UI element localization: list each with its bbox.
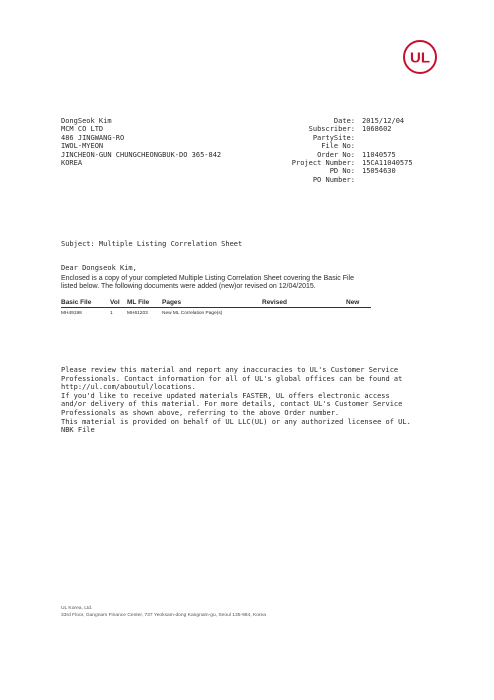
meta-value: 15CA11040575 <box>362 159 413 168</box>
meta-label: PO Number: <box>312 175 355 184</box>
meta-value: 11040575 <box>362 150 396 159</box>
review-line: Please review this material and report any inaccuracies to UL's Customer Service <box>61 366 399 374</box>
meta-row-date <box>290 117 413 125</box>
address-company: MCM CO LTD <box>61 125 104 134</box>
header-rule <box>61 307 371 308</box>
meta-label: PartySite: <box>312 133 355 142</box>
footer-company: UL Korea, Ltd. <box>61 606 93 611</box>
header-revised: Revised <box>262 299 287 306</box>
intro-line: listed below. The following documents were added (new)or revised on 12/04/2015. <box>61 283 316 291</box>
meta-value: 15054630 <box>362 167 396 176</box>
ul-logo <box>401 38 439 76</box>
address-region: JINCHEON-GUN CHUNGCHEONGBUK-DO 365-842 <box>61 150 222 159</box>
meta-row-subscriber <box>290 125 413 133</box>
review-line: If you'd like to receive updated materials FASTER, UL offers electronic access <box>61 391 390 400</box>
meta-label: Subscriber: <box>308 125 355 134</box>
meta-row-pd-no <box>290 167 413 175</box>
meta-row-partysite <box>290 134 413 142</box>
review-line: This material is provided on behalf of UL LLC(UL) or any authorized licensee of UL. <box>61 417 411 426</box>
address-town: IWOL-MYEON <box>61 142 104 151</box>
intro-line: Enclosed is a copy of your completed Multiple Listing Correlation Sheet covering the Basic File <box>61 275 354 282</box>
header-pages: Pages <box>162 299 182 306</box>
svg-text:UL: UL <box>410 49 430 67</box>
recipient-address <box>61 117 221 167</box>
document-metadata <box>290 117 413 184</box>
address-name: DongSeok Kim <box>61 117 112 125</box>
meta-label: Project Number: <box>291 159 355 168</box>
header-vol: Vol <box>110 299 120 306</box>
meta-row-project-number <box>290 159 413 167</box>
intro-paragraph <box>61 275 354 292</box>
meta-label: Date: <box>333 117 355 125</box>
meta-label: Order No: <box>317 150 355 159</box>
cell-vol: 1 <box>110 311 113 316</box>
greeting: Dear Dongseok Kim, <box>61 264 137 272</box>
review-line: Professionals as shown above, referring to the above Order number. <box>61 408 340 417</box>
letterhead-footer <box>61 605 266 619</box>
footer-address: 33rd Floor, Gangnam Finance Center, 737 Yeoksam-dong Kangnam-gu, Seoul 135-984, Korea <box>61 613 266 618</box>
meta-row-po-number <box>290 176 413 184</box>
meta-row-file-no <box>290 142 413 150</box>
address-street: 486 JINGWANG-RO <box>61 133 125 142</box>
cell-basic-file: MH49198 <box>61 311 82 316</box>
meta-value: 1068602 <box>362 125 392 134</box>
meta-label: File No: <box>321 142 355 151</box>
subject-line: Subject: Multiple Listing Correlation Sheet <box>61 240 243 248</box>
review-line: Professionals. Contact information for all of UL's global offices can be found at <box>61 374 403 383</box>
header-new: New <box>346 299 360 306</box>
header-basic-file: Basic File <box>61 299 92 306</box>
meta-row-order-no <box>290 151 413 159</box>
meta-label: PD No: <box>329 167 355 176</box>
header-ml-file: ML File <box>127 299 150 306</box>
review-line: NBK File <box>61 426 95 435</box>
review-paragraph <box>61 366 471 435</box>
address-country: KOREA <box>61 159 83 168</box>
meta-value: 2015/12/04 <box>362 117 405 125</box>
review-line: http://ul.com/aboutul/locations. <box>61 383 196 392</box>
review-line: and/or delivery of this material. For more details, contact UL's Customer Service <box>61 400 403 409</box>
cell-ml-file: MH61203 <box>127 311 148 316</box>
cell-pages: New ML Correlation Page(s) <box>162 311 223 316</box>
